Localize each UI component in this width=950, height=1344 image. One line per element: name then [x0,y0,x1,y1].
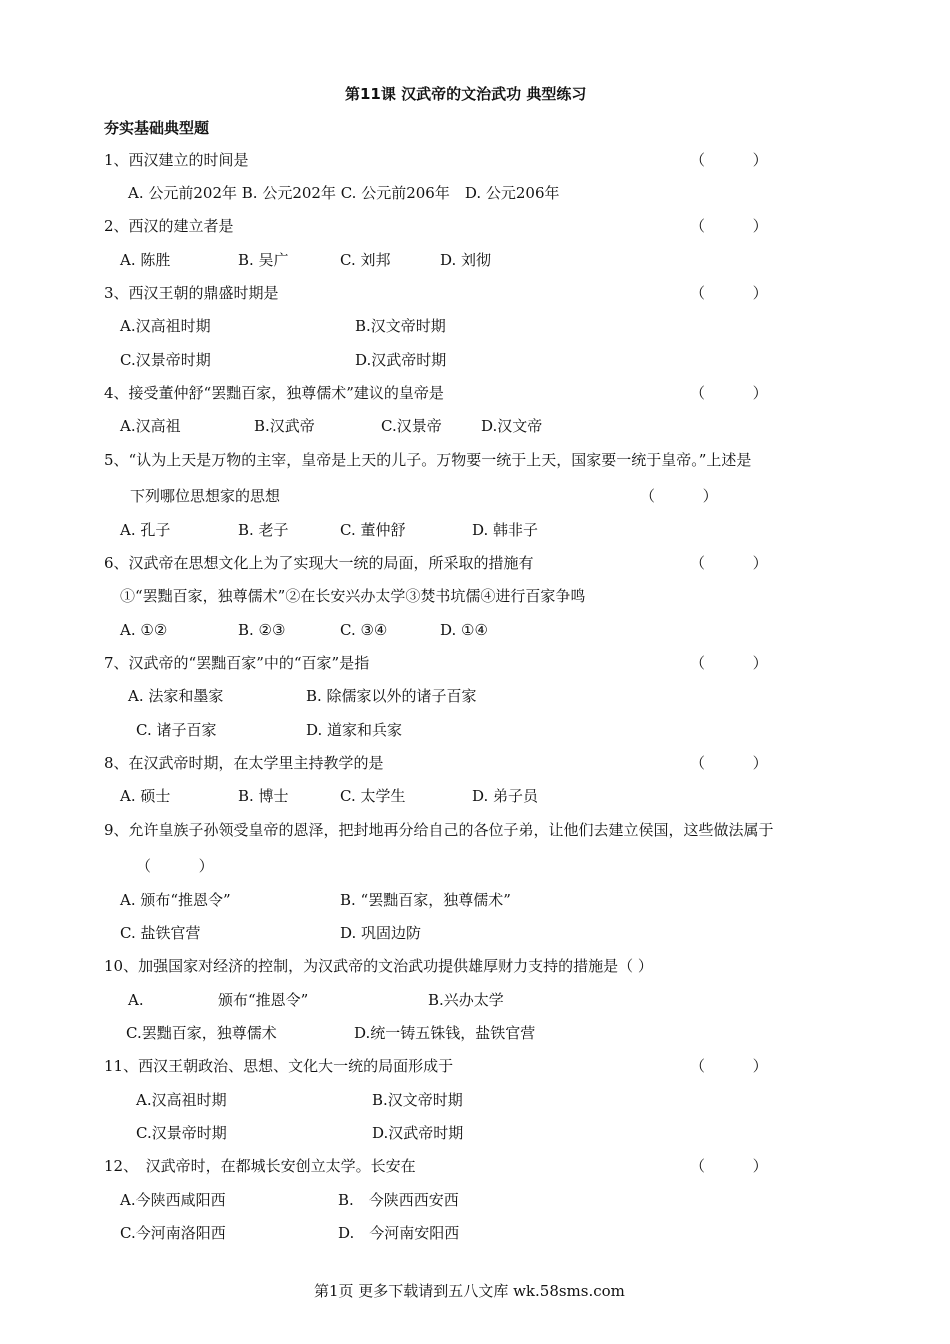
answer-blank: （ ） [690,654,768,672]
option-c: C. ③④ [340,621,388,639]
option-a: A. 颁布“推恩令” [120,891,231,909]
option-a: A. 法家和墨家 [128,687,224,705]
option-c: C.汉景帝时期 [136,1124,227,1142]
option-c: C.今河南洛阳西 [120,1224,226,1242]
option-c: C. 太学生 [340,787,406,805]
question-4-stem: 4、接受董仲舒“罢黜百家，独尊儒术”建议的皇帝是 [104,384,444,402]
question-11-stem: 11、西汉王朝政治、思想、文化大一统的局面形成于 [104,1057,454,1075]
option-b: B. 吴广 [238,251,289,269]
option-c: C. 董仲舒 [340,521,406,539]
option-c: C.罢黜百家，独尊儒术 [126,1024,277,1042]
answer-blank: （ ） [690,554,768,572]
answer-blank: （ ） [690,217,768,235]
option-a: A.今陕西咸阳西 [120,1191,226,1209]
option-a: A. [128,991,144,1009]
question-10-stem: 10、加强国家对经济的控制，为汉武帝的文治武功提供雄厚财力支持的措施是（ ） [104,957,653,975]
option-a: A.汉高祖时期 [136,1091,227,1109]
option-a: A.汉高祖 [120,417,181,435]
option-c: C. 诸子百家 [136,721,217,739]
option-d: D. 韩非子 [472,521,539,539]
question-7-stem: 7、汉武帝的“罢黜百家”中的“百家”是指 [104,654,370,672]
option-c: C. 刘邦 [340,251,391,269]
option-d: D. 弟子员 [472,787,539,805]
answer-blank: （ ） [690,151,768,169]
question-5-stem-continued: 下列哪位思想家的思想 [130,487,281,505]
option-c: C. 盐铁官营 [120,924,201,942]
page-footer: 第1页 更多下载请到五八文库 wk.58sms.com [314,1282,625,1300]
question-2-stem: 2、西汉的建立者是 [104,217,234,235]
option-d: D.统一铸五铢钱，盐铁官营 [354,1024,536,1042]
option-c: C.汉景帝时期 [120,351,211,369]
question-1-stem: 1、西汉建立的时间是 [104,151,249,169]
option-d: D. 今河南安阳西 [338,1224,460,1242]
page-title: 第11课 汉武帝的文治武功 典型练习 [345,85,587,103]
option-d: D.汉武帝时期 [355,351,447,369]
option-b: B. 老子 [238,521,289,539]
question-8-stem: 8、在汉武帝时期，在太学里主持教学的是 [104,754,384,772]
section-heading: 夯实基础典型题 [104,119,210,137]
option-c: C.汉景帝 [381,417,442,435]
option-d: D. 巩固边防 [340,924,422,942]
option-d: D.汉武帝时期 [372,1124,464,1142]
question-5-stem: 5、“认为上天是万物的主宰，皇帝是上天的儿子。万物要一统于上天，国家要一统于皇帝。”上述是 [104,451,752,469]
option-a: A.汉高祖时期 [120,317,211,335]
option-a-text: 颁布“推恩令” [218,991,309,1009]
option-b: B. “罢黜百家，独尊儒术” [340,891,511,909]
question-9-stem: 9、允许皇族子孙领受皇帝的恩泽，把封地再分给自己的各位子弟，让他们去建立侯国，这些做法属于 [104,821,774,839]
option-a: A. 孔子 [120,521,171,539]
answer-blank: （ ） [690,384,768,402]
option-d: D. 道家和兵家 [306,721,403,739]
option-a: A. ①② [120,621,168,639]
option-b: B. 今陕西西安西 [338,1191,459,1209]
option-d: D. 刘彻 [440,251,492,269]
option-b: B. 除儒家以外的诸子百家 [306,687,477,705]
option-b: B.汉武帝 [254,417,315,435]
answer-blank: （ ） [690,1057,768,1075]
question-6-items: ①“罢黜百家，独尊儒术”②在长安兴办太学③焚书坑儒④进行百家争鸣 [120,587,586,605]
option-a: A. 硕士 [120,787,171,805]
answer-blank: （ ） [690,754,768,772]
question-3-stem: 3、西汉王朝的鼎盛时期是 [104,284,279,302]
option-a: A. 陈胜 [120,251,171,269]
answer-blank: （ ） [690,284,768,302]
option-d: D. ①④ [440,621,488,639]
option-b: B. ②③ [238,621,286,639]
option-b: B.汉文帝时期 [355,317,446,335]
question-6-stem: 6、汉武帝在思想文化上为了实现大一统的局面，所采取的措施有 [104,554,534,572]
option-b: B.汉文帝时期 [372,1091,463,1109]
answer-blank: （ ） [640,487,718,505]
question-12-stem: 12、 汉武帝时，在都城长安创立太学。长安在 [104,1157,416,1175]
question-1-options: A. 公元前202年 B. 公元202年 C. 公元前206年 D. 公元206年 [128,184,560,202]
option-d: D.汉文帝 [481,417,543,435]
answer-blank: （ ） [690,1157,768,1175]
answer-blank: （ ） [136,857,214,875]
option-b: B.兴办太学 [428,991,504,1009]
option-b: B. 博士 [238,787,289,805]
